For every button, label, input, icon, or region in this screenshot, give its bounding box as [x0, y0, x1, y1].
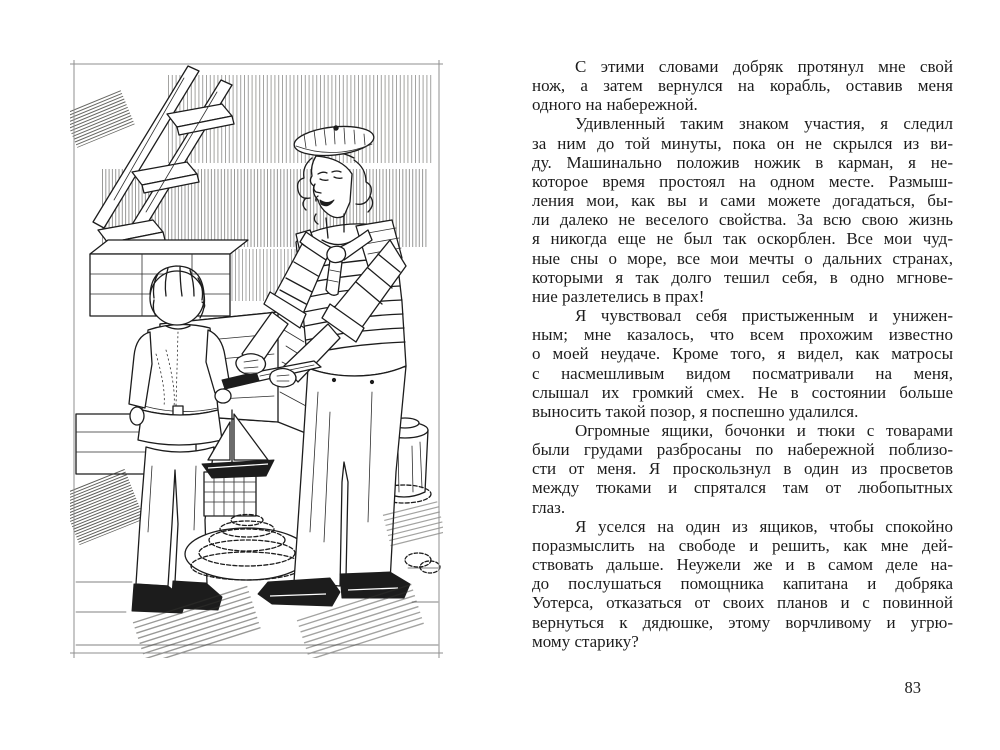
paragraph [532, 57, 953, 114]
rope-knot [405, 553, 440, 573]
text-line: ным; мне казалось, что всем прохожим известно [532, 325, 953, 345]
text-line: до послушаться помощника капитана и добряка [532, 574, 953, 594]
text-line: глаз. [532, 497, 566, 517]
text-line: о моей неудаче. Кроме того, я видел, как матросы [532, 344, 953, 364]
text-line: ли далеко не веселого свойства. За всю свою жизнь [532, 210, 953, 230]
dock-scene-illustration [70, 60, 443, 658]
text-line: ду. Машинально положив ножик в карман, я не- [532, 152, 953, 172]
text-line: за ним до той минуты, пока он не скрылся из ви- [532, 133, 953, 153]
text-line: были грудами разбросаны по набережной поблизо- [532, 440, 953, 460]
text-line: Огромные ящики, бочонки и тюки с товарами [575, 420, 953, 440]
text-line: которыми я так долго тешил себя, в одно мгнове- [532, 267, 953, 287]
text-line: нож, а затем вернулся на корабль, оставив меня [532, 76, 953, 96]
paragraph [532, 114, 953, 306]
text-line: поразмыслить на свободе и решить, как мне дей- [532, 535, 953, 555]
text-line: которое время простоял на одном месте. Размыш- [532, 171, 953, 191]
text-line: сти от меня. Я проскользнул в один из просветов [532, 459, 953, 479]
text-line: ствовать дальше. Неужели же и в самом деле на- [532, 555, 953, 575]
text-line: одного на набережной. [532, 95, 698, 115]
text-line: Уотерса, отказаться от своих планов и с повинной [532, 593, 953, 613]
text-line: ные сны о море, все мои мечты о дальних странах, [532, 248, 953, 268]
text-line: С этими словами добряк протянул мне свой [575, 57, 953, 76]
text-line: Я уселся на один из ящиков, чтобы спокойно [575, 516, 953, 536]
text-line: я никогда еще не был так оскорблен. Все мои чуд- [532, 229, 953, 249]
paragraph [532, 517, 953, 651]
illustration-page [70, 60, 443, 658]
text-line: мому старику? [532, 631, 639, 651]
text-line: вернуться к дядюшке, этому ворчливому и угрю- [532, 612, 953, 632]
text-line: ние разлетелись в прах! [532, 286, 705, 306]
text-line: Я чувствовал себя пристыженным и унижен- [575, 306, 953, 326]
text-line: выносить такой позор, я поспешно удалился. [532, 401, 859, 421]
text-line: слышал их громкий смех. Не в состоянии больше [532, 382, 953, 402]
text-line: с насмешливым видом посматривали на меня, [532, 363, 953, 383]
text-line: Удивленный таким знаком участия, я следил [575, 114, 953, 134]
text-line: между тюками и спрятался там от любопытных [532, 478, 953, 498]
paragraph [532, 306, 953, 421]
page-number: 83 [904, 678, 921, 697]
paragraph [532, 421, 953, 517]
text-line: ления мои, как вы и сами можете догадаться, бы- [532, 191, 953, 211]
text-column [532, 57, 953, 651]
